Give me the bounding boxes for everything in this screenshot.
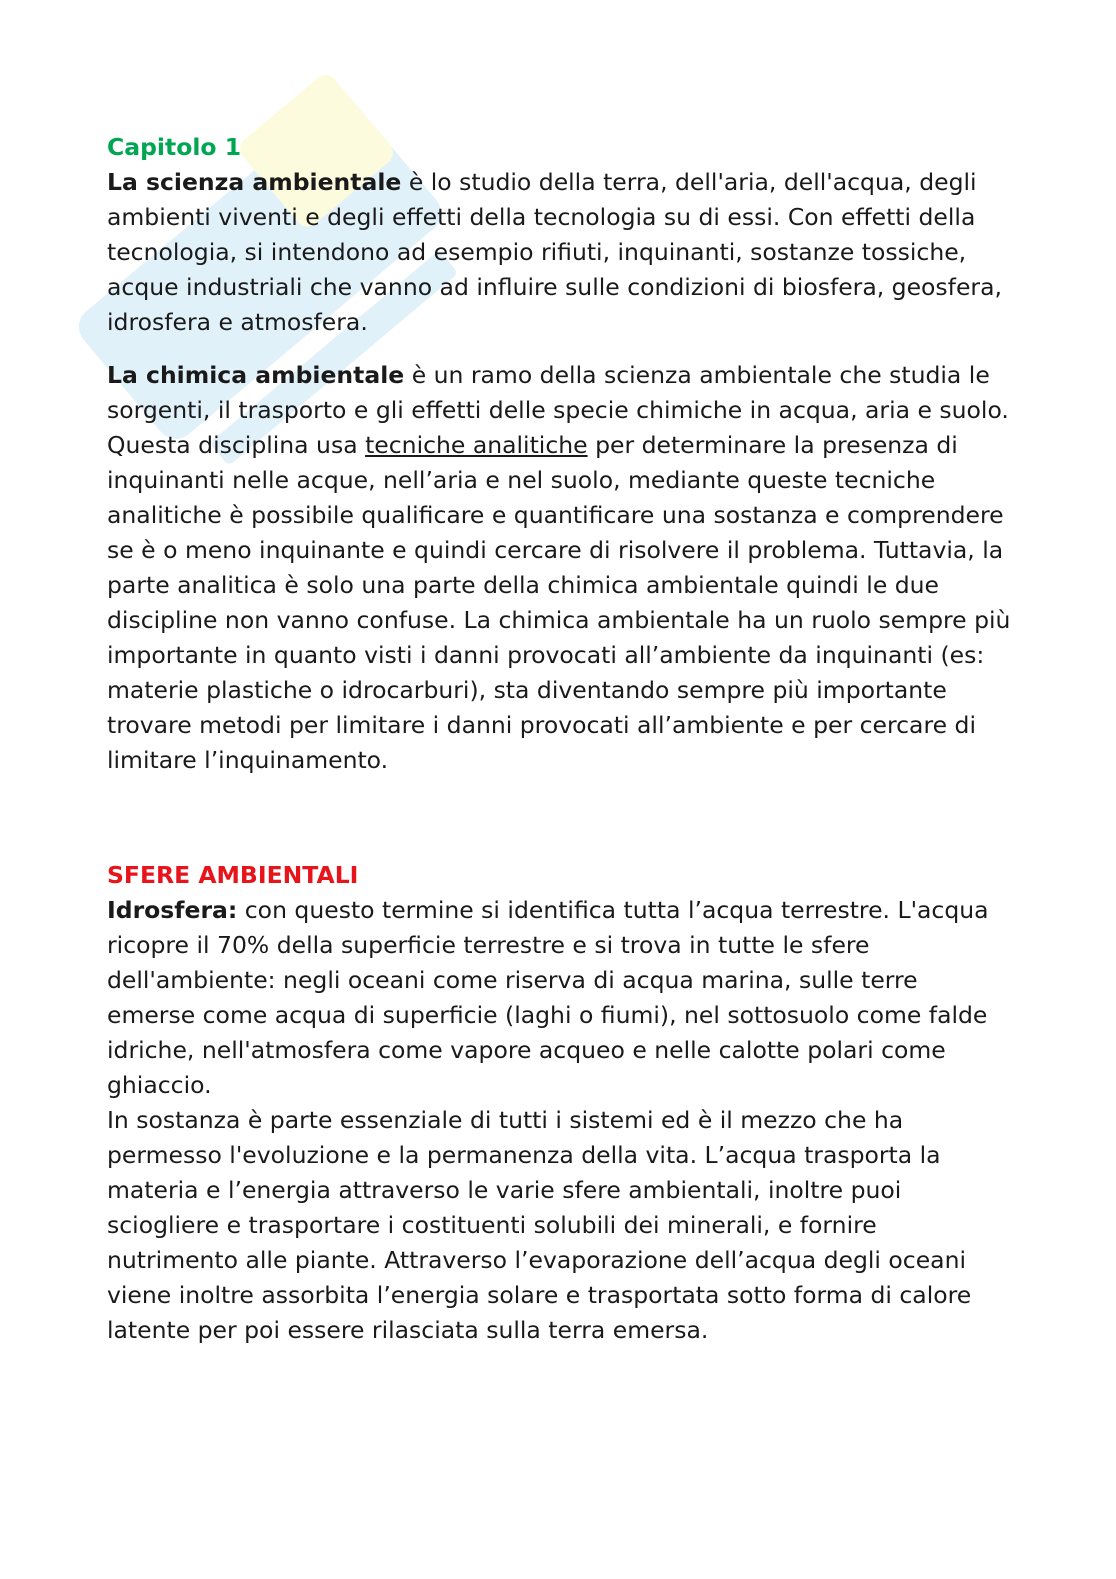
- document-page: [107, 130, 1012, 1348]
- paragraph-chimica-ambientale: [107, 358, 1012, 778]
- term-idrosfera: Idrosfera:: [107, 896, 238, 924]
- underlined-term-tecniche-analitiche: tecniche analitiche: [365, 431, 588, 459]
- term-scienza-ambientale: La scienza ambientale: [107, 168, 402, 196]
- paragraph-idrosfera-continued: In sostanza è parte essenziale di tutti i sistemi ed è il mezzo che ha permesso l'evoluzione e la permanenza della vita. L’acqua trasporta la materia e l’energia attraverso le varie sfere ambientali, inoltre puoi sciogliere e trasportare i costituenti solubili dei minerali, e fornire nutrimento alle piante. Attraverso l’evaporazione dell’acqua degli oceani viene inoltre assorbita l’energia solare e trasportata sotto forma di calore latente per poi essere rilasciata sulla terra emersa.: [107, 1106, 972, 1344]
- paragraph-text: per determinare la presenza di inquinanti nelle acque, nell’aria e nel suolo, mediante queste tecniche analitiche è possibile qualificare e quantificare una sostanza e comprendere se è o meno inquinante e quindi cercare di risolvere il problema. Tuttavia, la parte analitica è solo una parte della chimica ambientale quindi le due discipline non vanno confuse. La chimica ambientale ha un ruolo sempre più importante in quanto visti i danni provocati all’ambiente da inquinanti (es: materie plastiche o idrocarburi), sta diventando sempre più importante trovare metodi per limitare i danni provocati all’ambiente e per cercare di limitare l’inquinamento.: [107, 431, 1011, 774]
- paragraph-text: è lo studio della terra, dell'aria, dell'acqua, degli ambienti viventi e degli effetti della tecnologia su di essi. Con effetti della tecnologia, si intendono ad esempio rifiuti, inquinanti, sostanze tossiche, acque industriali che vanno ad influire sulle condizioni di biosfera, geosfera, idrosfera e atmosfera.: [107, 168, 1002, 336]
- term-chimica-ambientale: La chimica ambientale: [107, 361, 405, 389]
- paragraph-text: è un ramo della scienza ambientale che studia le sorgenti, il trasporto e gli effetti delle specie chimiche in acqua, aria e suolo. Questa disciplina usa: [107, 361, 1009, 459]
- paragraph-text: con questo termine si identifica tutta l’acqua terrestre. L'acqua ricopre il 70% della superficie terrestre e si trova in tutte le sfere dell'ambiente: negli oceani come riserva di acqua marina, sulle terre emerse come acqua di superficie (laghi o fiumi), nel sottosuolo come falde idriche, nell'atmosfera come vapore acqueo e nelle calotte polari come ghiaccio.: [107, 896, 989, 1099]
- chapter-title: Capitolo 1: [107, 133, 242, 161]
- paragraph-scienza-ambientale: [107, 165, 1012, 340]
- section-title: SFERE AMBIENTALI: [107, 861, 359, 889]
- paragraph-idrosfera: [107, 893, 1012, 1103]
